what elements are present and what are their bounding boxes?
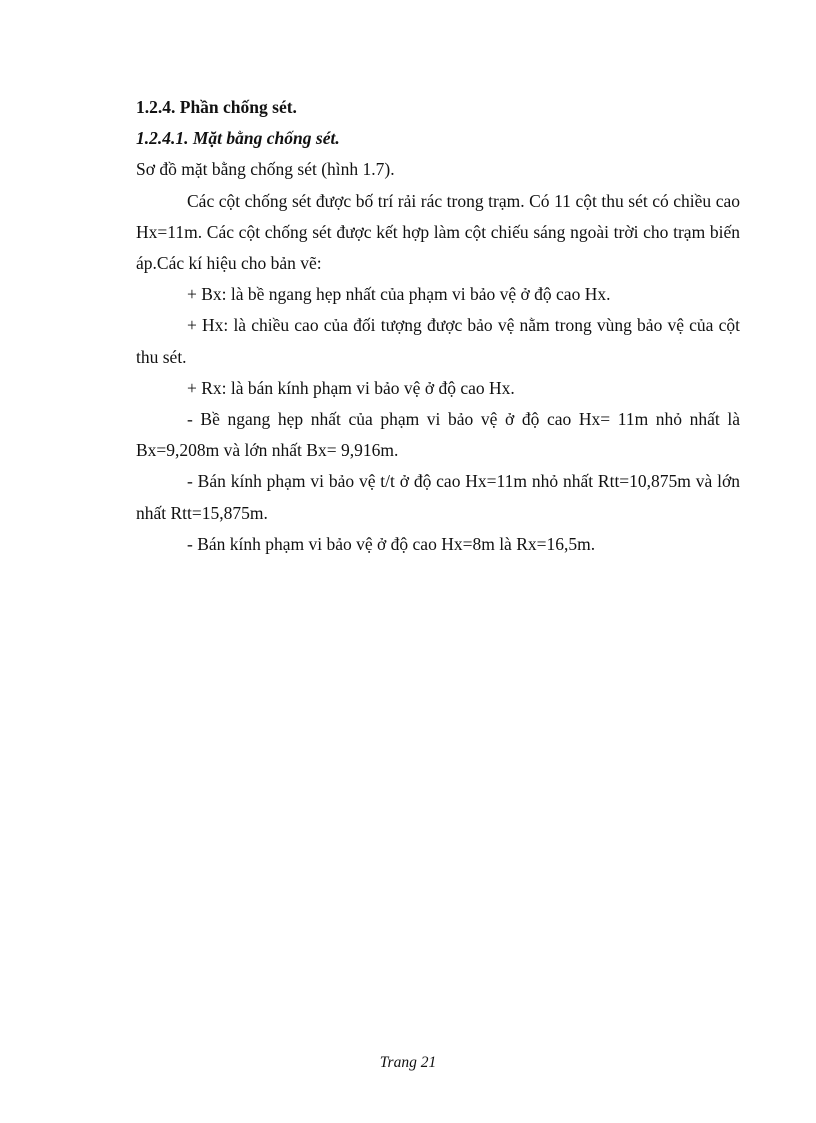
- subsection-heading: 1.2.4.1. Mặt bằng chống sét.: [136, 128, 340, 149]
- paragraph-hx-definition: + Hx: là chiều cao của đối tượng được bảo vệ nằm trong vùng bảo vệ của cột thu sét.: [136, 315, 740, 367]
- paragraph-rx-values: - Bán kính phạm vi bảo vệ ở độ cao Hx=8m là Rx=16,5m.: [187, 533, 596, 554]
- page-number-footer: Trang 21: [379, 1054, 437, 1071]
- section-heading: 1.2.4. Phần chống sét.: [136, 97, 297, 117]
- paragraph-bx-values: - Bề ngang hẹp nhất của phạm vi bảo vệ ở độ cao Hx= 11m nhỏ nhất là Bx=9,208m và lớn nhất Bx= 9,916m.: [136, 409, 740, 461]
- paragraph-bx-definition: + Bx: là bề ngang hẹp nhất của phạm vi bảo vệ ở độ cao Hx.: [187, 284, 611, 305]
- paragraph-lightning-rods: Các cột chống sét được bố trí rải rác trong trạm. Có 11 cột thu sét có chiều cao Hx=11m. Các cột chống sét được kết hợp làm cột chiếu sáng ngoài trời cho trạm biến áp.Các kí hiệu cho bản vẽ:: [136, 190, 740, 274]
- paragraph-diagram-reference: Sơ đồ mặt bằng chống sét (hình 1.7).: [136, 159, 395, 180]
- page-content: [136, 92, 740, 560]
- paragraph-rx-definition: + Rx: là bán kính phạm vi bảo vệ ở độ cao Hx.: [187, 377, 515, 398]
- paragraph-rtt-values: - Bán kính phạm vi bảo vệ t/t ở độ cao Hx=11m nhỏ nhất Rtt=10,875m và lớn nhất Rtt=15,875m.: [136, 471, 740, 523]
